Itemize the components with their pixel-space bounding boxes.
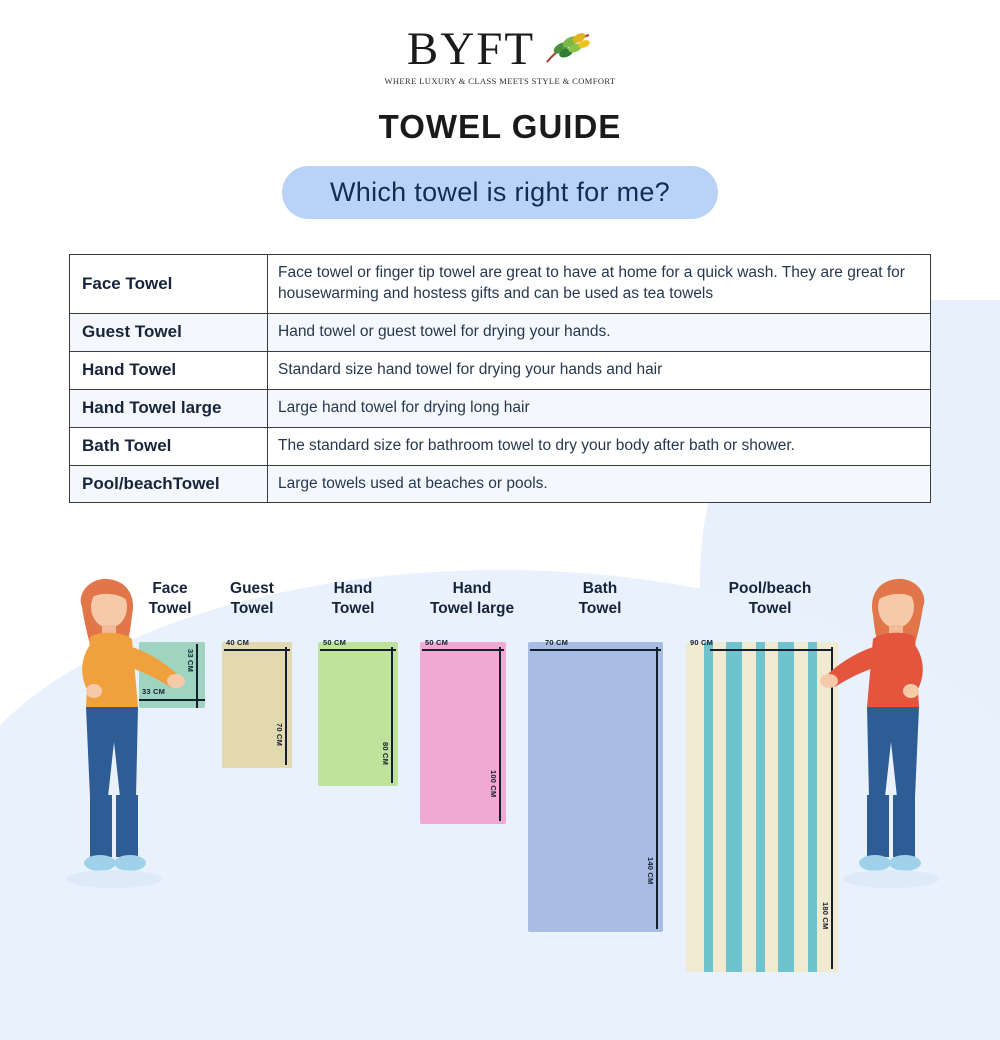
hand-large-width-dimension-line <box>422 649 504 651</box>
table-row <box>70 255 931 314</box>
towel-description-table <box>69 254 931 503</box>
towel-name-cell: Face Towel <box>70 255 268 314</box>
brand-name: BYFT <box>406 23 536 75</box>
towel-name-cell: Hand Towel <box>70 351 268 389</box>
guest-width-dimension-line <box>224 649 290 651</box>
pool-height-label: 180 CM <box>821 902 830 930</box>
chart-label-pool-beach-towel: Pool/beach Towel <box>728 580 812 617</box>
towel-name-cell: Hand Towel large <box>70 389 268 427</box>
table-row <box>70 465 931 503</box>
brand-tagline: WHERE LUXURY & CLASS MEETS STYLE & COMFORT <box>384 76 616 86</box>
bath-height-label: 140 CM <box>646 857 655 885</box>
face-height-dimension-line <box>196 644 198 708</box>
chart-label-hand-towel-large: Hand Towel large <box>429 580 515 617</box>
towel-guest <box>222 642 292 768</box>
towel-name-cell: Guest Towel <box>70 313 268 351</box>
brand-header <box>0 0 1000 86</box>
towel-desc-cell: Large hand towel for drying long hair <box>268 389 931 427</box>
chart-label-bath-towel: Bath Towel <box>578 580 622 617</box>
table-row <box>70 389 931 427</box>
question-pill: Which towel is right for me? <box>282 166 718 219</box>
towel-desc-cell: The standard size for bathroom towel to dry your body after bath or shower. <box>268 427 931 465</box>
bath-width-dimension-line <box>530 649 661 651</box>
pool-width-dimension-line <box>710 649 832 651</box>
hand-height-label: 80 CM <box>381 742 390 766</box>
page-title: TOWEL GUIDE <box>378 108 622 145</box>
hand-width-dimension-line <box>320 649 396 651</box>
towel-desc-cell: Standard size hand towel for drying your hands and hair <box>268 351 931 389</box>
towel-name-cell: Bath Towel <box>70 427 268 465</box>
hand-large-width-label: 50 CM <box>425 638 449 648</box>
woman-right-illustration <box>820 567 955 912</box>
table-row <box>70 313 931 351</box>
guest-width-label: 40 CM <box>226 638 250 648</box>
brand-row <box>406 23 593 75</box>
table-row <box>70 351 931 389</box>
leaf-icon <box>541 32 593 71</box>
bath-height-dimension-line <box>656 647 658 929</box>
face-width-label: 33 CM <box>142 687 166 697</box>
chart-label-face-towel: Face Towel <box>148 580 192 617</box>
hand-height-dimension-line <box>391 647 393 783</box>
hand-large-height-dimension-line <box>499 647 501 821</box>
hand-width-label: 50 CM <box>323 638 347 648</box>
towel-desc-cell: Hand towel or guest towel for drying your hands. <box>268 313 931 351</box>
towel-name-cell: Pool/beachTowel <box>70 465 268 503</box>
question-pill-wrap <box>0 166 1000 219</box>
towel-stripes <box>686 642 838 972</box>
guest-height-dimension-line <box>285 647 287 765</box>
pool-width-label: 90 CM <box>690 638 714 648</box>
towel-desc-cell: Face towel or finger tip towel are great to have at home for a quick wash. They are great for housewarming and hostess gifts and can be used as tea towels <box>268 255 931 314</box>
towel-desc-cell: Large towels used at beaches or pools. <box>268 465 931 503</box>
woman-left-illustration <box>50 567 185 912</box>
hand-large-height-label: 100 CM <box>489 770 498 798</box>
towel-pool-beach <box>686 642 838 972</box>
bath-width-label: 70 CM <box>545 638 569 648</box>
chart-label-hand-towel: Hand Towel <box>331 580 375 617</box>
towel-bath <box>528 642 663 932</box>
guest-height-label: 70 CM <box>275 723 284 747</box>
table-row <box>70 427 931 465</box>
towel-size-chart <box>0 527 1000 947</box>
face-height-label: 33 CM <box>186 649 195 673</box>
chart-label-guest-towel: Guest Towel <box>230 580 274 617</box>
